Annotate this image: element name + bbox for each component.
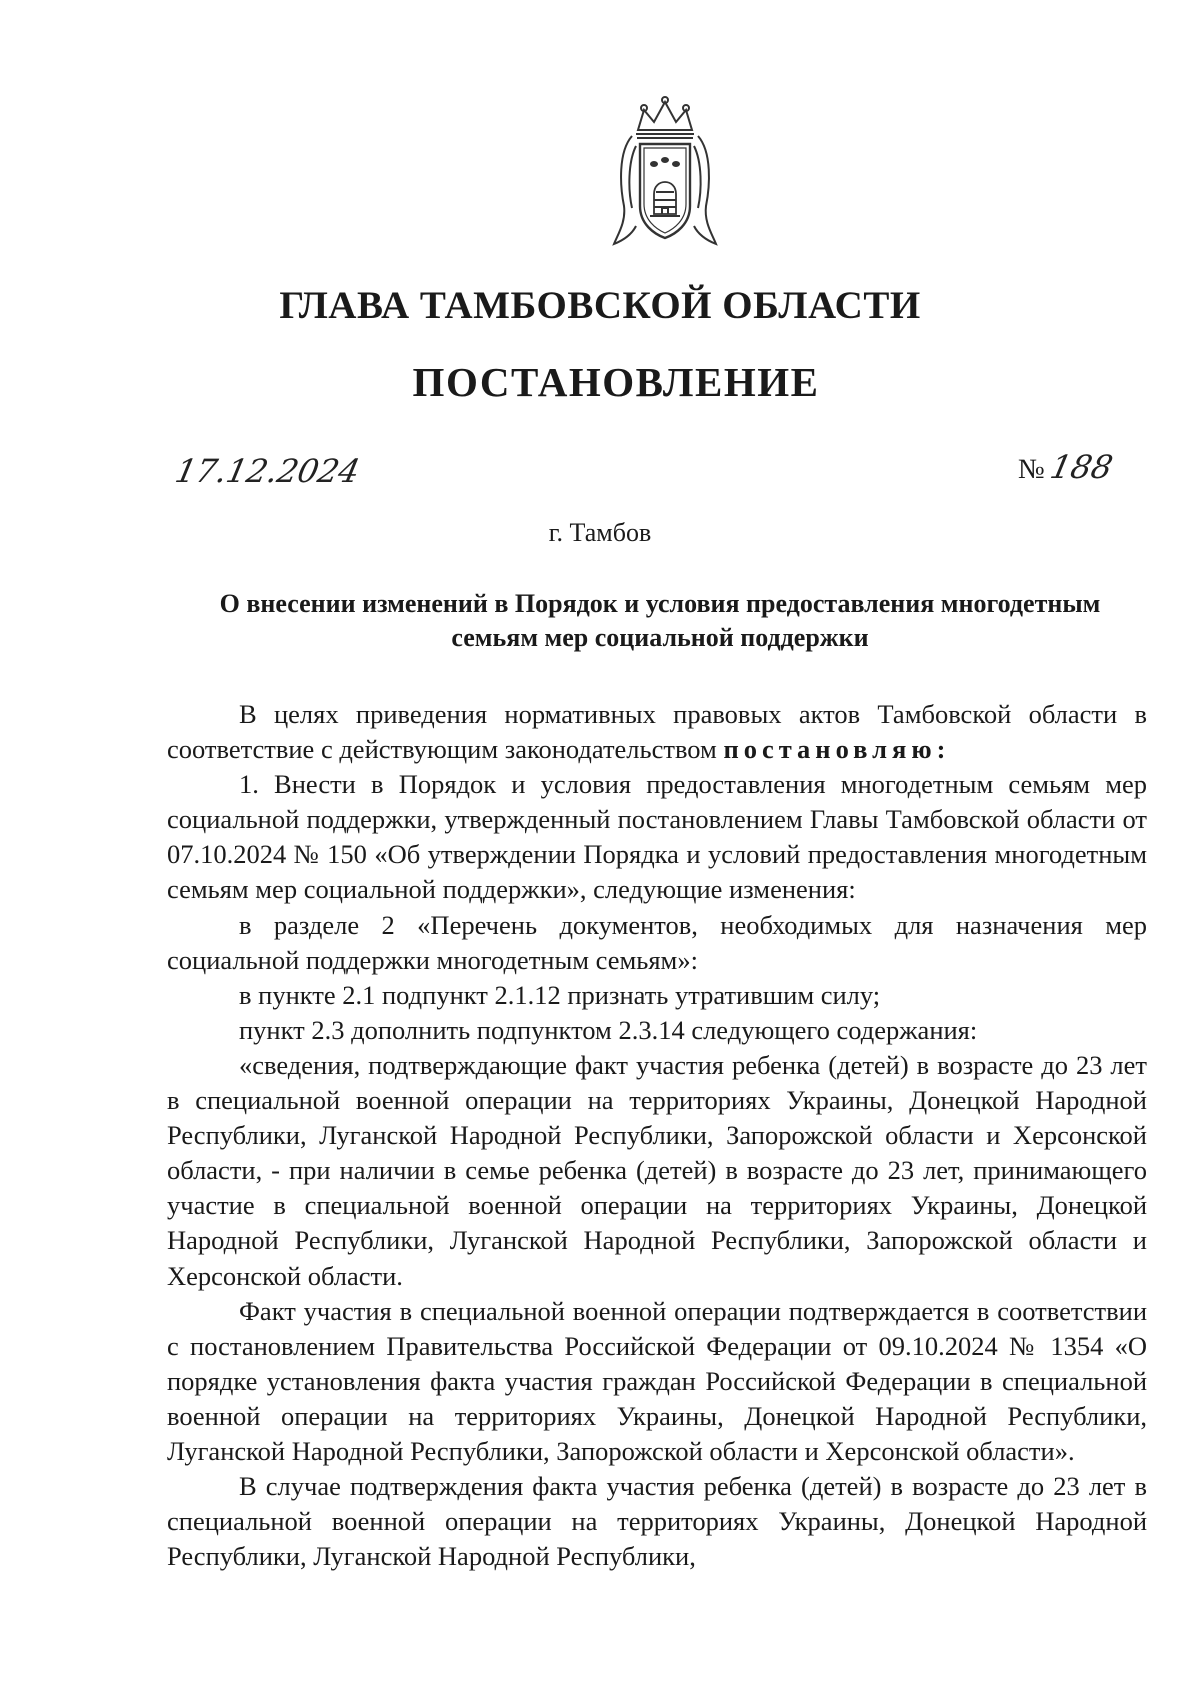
coat-of-arms-emblem (610, 96, 720, 256)
document-number (1018, 448, 1116, 486)
paragraph-case: В случае подтверждения факта участия ребенка (детей) в возрасте до 23 лет в специальной военной операции на территориях Украины, Донецкой Народной Республики, Луганской Народной Республики, (167, 1471, 1147, 1572)
paragraph-subpoint-2-3-14: «сведения, подтверждающие факт участия ребенка (детей) в возрасте до 23 лет в специальной военной операции на территориях Украины, Донецкой Народной Республики, Луганской Народной Республики, Запорожской области и Херсонской области, - при наличии в семье ребенка (детей) в возрасте до 23 лет, принимающего участие в специальной военной операции на территориях Украины, Донецкой Народной Республики, Луганской Народной Республики, Запорожской области и Херсонской области. (167, 1049, 1147, 1291)
handwritten-date: 17.12.2024 (171, 452, 364, 490)
paragraph-section-2: в разделе 2 «Перечень документов, необходимых для назначения мер социальной поддержки многодетным семьям»: (167, 909, 1147, 975)
paragraph-preamble (167, 697, 1147, 767)
paragraph-item-1: 1. Внести в Порядок и условия предоставления многодетным семьям мер социальной поддержки, утвержденный постановлением Главы Тамбовской области от 07.10.2024 № 150 «Об утверждении Порядка и условий предоставления многодетным семьям мер социальной поддержки», следующие изменения: (167, 769, 1147, 905)
number-prefix: № (1018, 454, 1045, 485)
issuing-authority: ГЛАВА ТАМБОВСКОЙ ОБЛАСТИ (279, 284, 921, 327)
paragraph-point-2-1: в пункте 2.1 подпункт 2.1.12 признать утратившим силу; (239, 979, 881, 1010)
handwritten-number: 188 (1046, 448, 1116, 486)
title-line-1: О внесении изменений в Порядок и условия предоставления многодетным (219, 589, 1101, 618)
title-line-2: семьям мер социальной поддержки (451, 623, 869, 652)
document-type: ПОСТАНОВЛЕНИЕ (412, 359, 820, 405)
document-title (160, 587, 1160, 655)
preamble-emphasis: постановляю: (723, 734, 951, 765)
paragraph-point-2-3: пункт 2.3 дополнить подпунктом 2.3.14 следующего содержания: (239, 1014, 978, 1045)
paragraph-confirmation: Факт участия в специальной военной операции подтверждается в соответствии с постановлением Правительства Российской Федерации от 09.10.2024 № 1354 «О порядке установления факта участия граждан Российской Федерации в специальной военной операции на территориях Украины, Донецкой Народной Республики, Луганской Народной Республики, Запорожской области и Херсонской области». (167, 1295, 1147, 1466)
city-line: г. Тамбов (548, 518, 652, 547)
preamble-text: В целях приведения нормативных правовых актов Тамбовской области в соответствие с действующим законодательством (167, 699, 1147, 765)
document-body (167, 697, 1147, 1574)
